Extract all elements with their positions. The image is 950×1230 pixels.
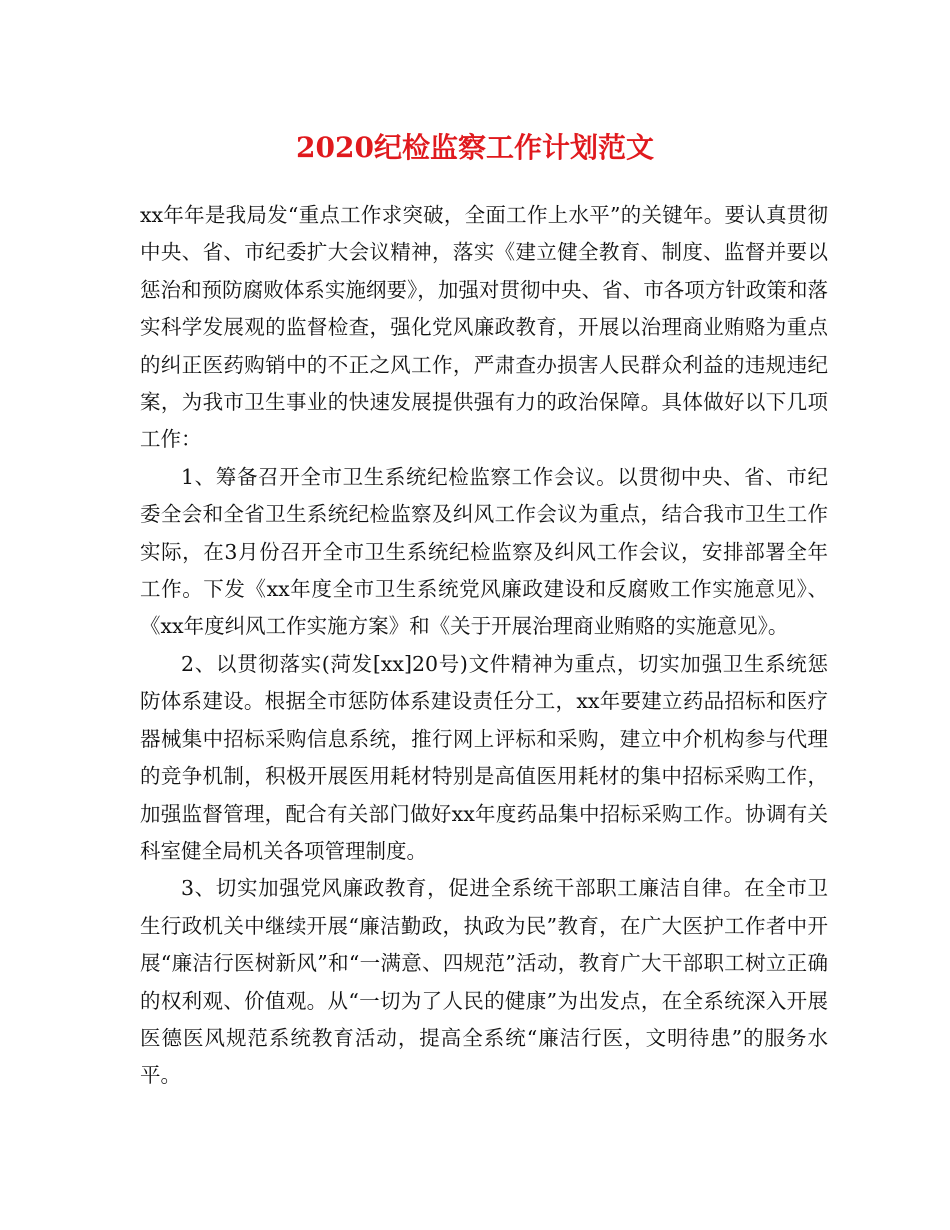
intro-paragraph: xx年年是我局发“重点工作求突破，全面工作上水平”的关键年。要认真贯彻中央、省、市纪委扩大会议精神，落实《建立健全教育、制度、监督并要以惩治和预防腐败体系实施纲要》，加强对贯彻中央、省、市各项方针政策和落实科学发展观的监督检查，强化党风廉政教育，开展以治理商业贿赂为重点的纠正医药购销中的不正之风工作，严肃查办损害人民群众利益的违规违纪案，为我市卫生事业的快速发展提供强有力的政治保障。具体做好以下几项工作： [140,203,828,452]
paragraph-item-3: 3、切实加强党风廉政教育，促进全系统干部职工廉洁自律。在全市卫生行政机关中继续开展“廉洁勤政，执政为民”教育，在广大医护工作者中开展“廉洁行医树新风”和“一满意、四规范”活动，教育广大干部职工树立正确的权利观、价值观。从“一切为了人民的健康”为出发点，在全系统深入开展医德医风规范系统教育活动，提高全系统“廉洁行医，文明待患”的服务水平。 [140,876,828,1088]
document-title: 2020纪检监察工作计划范文 [296,131,654,164]
paragraph-item-1: 1、筹备召开全市卫生系统纪检监察工作会议。以贯彻中央、省、市纪委全会和全省卫生系统纪检监察及纠风工作会议为重点，结合我市卫生工作实际，在3月份召开全市卫生系统纪检监察及纠风工作会议，安排部署全年工作。下发《xx年度全市卫生系统党风廉政建设和反腐败工作实施意见》、《xx年度纠风工作实施方案》和《关于开展治理商业贿赂的实施意见》。 [140,464,828,639]
document-body [140,197,828,1095]
paragraph-item-2: 2、以贯彻落实(菏发[xx]20号)文件精神为重点，切实加强卫生系统惩防体系建设。根据全市惩防体系建设责任分工，xx年要建立药品招标和医疗器械集中招标采购信息系统，推行网上评标和采购，建立中介机构参与代理的竞争机制，积极开展医用耗材特别是高值医用耗材的集中招标采购工作，加强监督管理，配合有关部门做好xx年度药品集中招标采购工作。协调有关科室健全局机关各项管理制度。 [140,651,828,863]
